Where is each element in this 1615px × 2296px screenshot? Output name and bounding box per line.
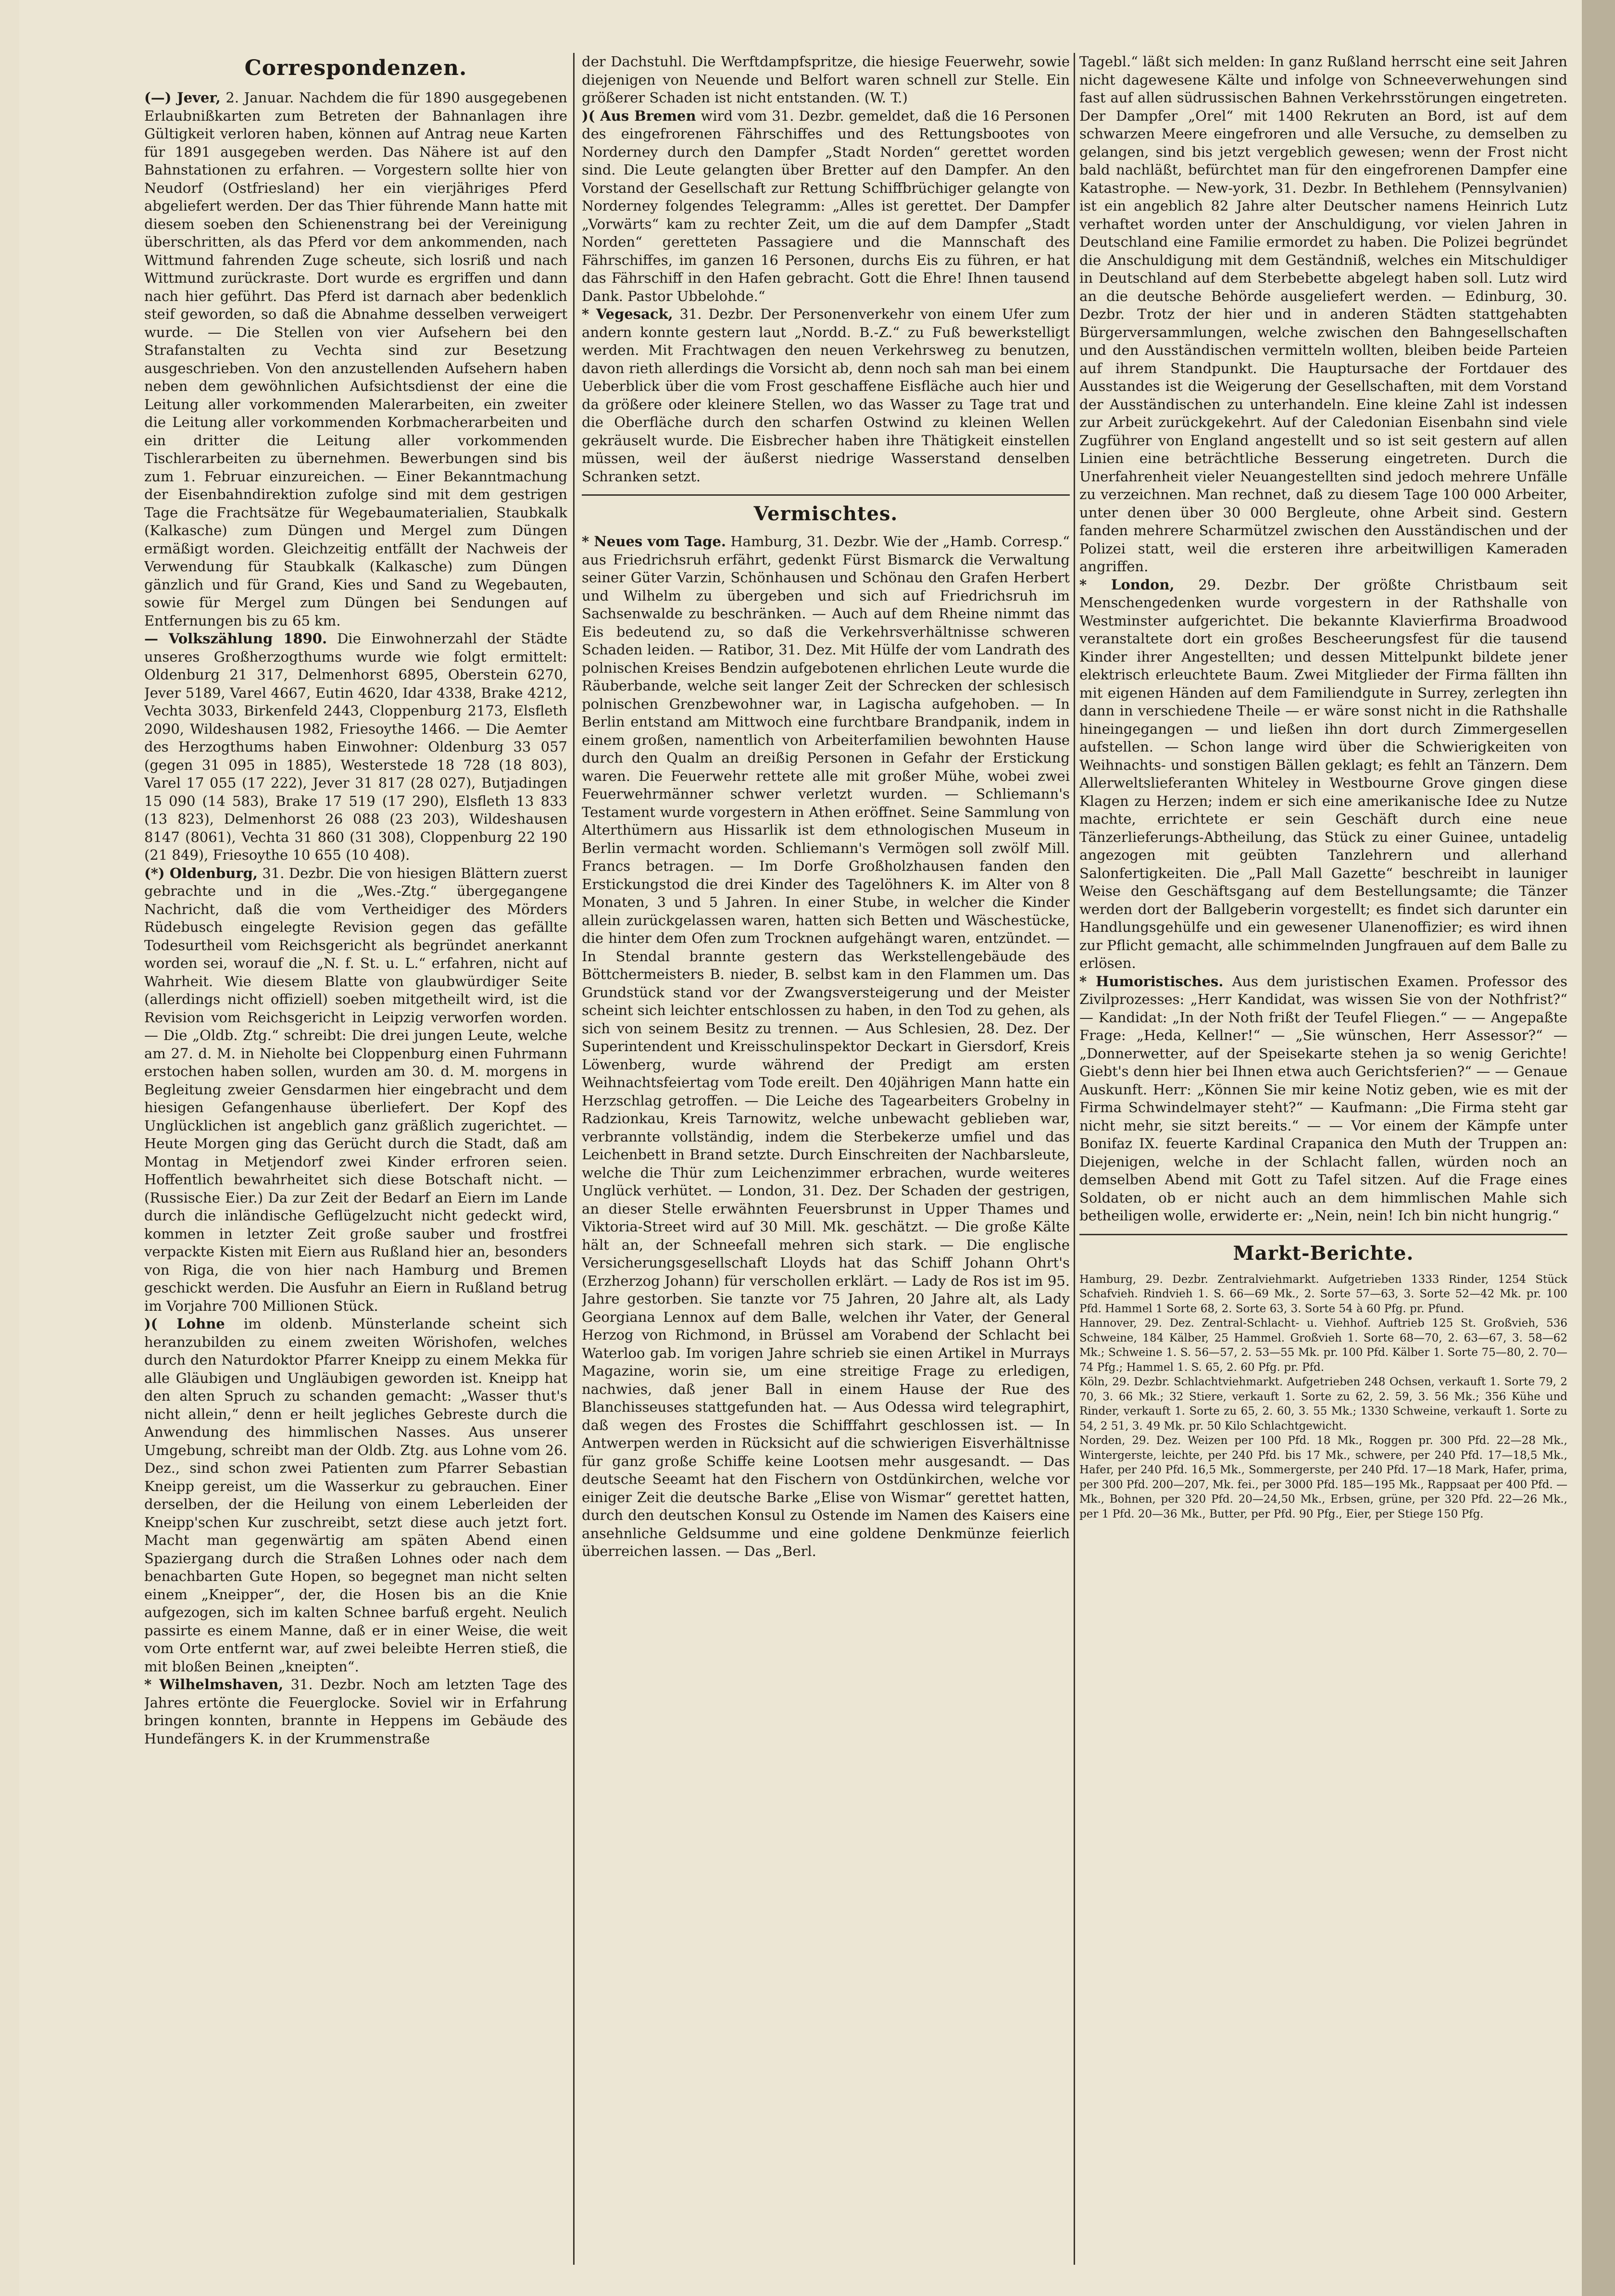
article — [582, 107, 1070, 306]
article-dateline: * Neues vom Tage. — [582, 533, 726, 550]
column-3 — [1079, 53, 1567, 2255]
article — [1079, 973, 1567, 1225]
article-dateline: * Vegesack, — [582, 306, 673, 322]
article-text: Tagebl.“ läßt sich melden: In ganz Rußland herrscht eine seit Jahren nicht dagewesene Kälte und infolge von Schneeverwehungen sind fast auf allen südrussischen Bahnen Verkehrsstörungen eingetreten. Der Dampfer „Orel“ mit 1400 Rekruten an Bord, ist auf dem schwarzen Meere eingefroren und alle Versuche, zu demselben zu gelangen, sind bis jetzt vergeblich gewesen; wenn der Frost nicht bald nachläßt, befürchtet man für den eingefrorenen Dampfer eine Katastrophe. — New-york, 31. Dezbr. In Bethlehem (Pennsylvanien) ist ein angeblich 82 Jahre alter Deutscher namens Heinrich Lutz verhaftet worden unter der Anschuldigung, vor vielen Jahren in Deutschland eine Familie ermordet zu haben. Die Polizei begründet die Anschuldigung mit dem Geständniß, welches ein Mitschuldiger in Deutschland auf dem Sterbebette abgelegt haben soll. Lutz wird an die deutsche Behörde ausgeliefert werden. — Edinburg, 30. Dezbr. Trotz der hier und in anderen Städten stattgehabten Bürgerversammlungen, welche zwischen den Bahngesellschaften und den Ausständischen vermitteln wollten, bleiben beide Parteien auf ihrem Standpunkt. Die Hauptursache der Fortdauer des Ausstandes ist die Weigerung der Gesellschaften, mit dem Vorstand der Ausständischen zu unterhandeln. Eine kleine Zahl ist indessen zur Arbeit zurückgekehrt. Auf der Caledonian Eisenbahn sind viele Zugführer von England angestellt und so ist seit gestern auf allen Linien eine beträchtliche Besserung eingetreten. Durch die Unerfahrenheit vieler Neuangestellten sind jedoch mehrere Unfälle zu verzeichnen. Man rechnet, daß zu diesem Tage 100 000 Arbeiter, unter denen über 30 000 Bergleute, ohne Arbeit sind. Gestern fanden mehrere Scharmützel zwischen den Ausständischen und der Polizei statt, weil die ersteren ihre arbeitwilligen Kameraden angriffen. — [1079, 53, 1567, 575]
market-list — [1079, 1272, 1567, 1522]
market-report — [1079, 1433, 1567, 1521]
article-dateline: (*) Oldenburg, — [144, 865, 258, 881]
article-text: 31. Dezbr. Noch am letzten Tage des Jahres ertönte die Feuerglocke. Soviel wir in Erfahrung bringen konnten, brannte in Heppens im Gebäude des Hundefängers K. in der Krummenstraße — [144, 1676, 567, 1747]
article-text: Hamburg, 31. Dezbr. Wie der „Hamb. Corresp.“ aus Friedrichsruh erfährt, gedenkt Fürst Bismarck die Verwaltung seiner Güter Varzin, Schönhausen und Schönau den Grafen Herbert und Wilhelm zu übergeben und sich auf Friedrichsruh im Sachsenwalde zu beschränken. — Auch auf dem Rheine nimmt das Eis bedeutend zu, so daß die Verkehrsverhältnisse schweren Schaden leiden. — Ratibor, 31. Dez. Mit Hülfe der vom Landrath des polnischen Kreises Bendzin aufgebotenen ehrlichen Leute wurde die Räuberbande, welche seit langer Zeit der Schrecken der schlesisch polnischen Grenzbewohner war, in Lagischa aufgehoben. — In Berlin entstand am Mittwoch eine furchtbare Brandpanik, indem in einem großen, namentlich von Arbeiterfamilien bewohnten Hause durch den Qualm an dreißig Personen in Gefahr der Erstickung waren. Die Feuerwehr rettete alle mit großer Mühe, wobei zwei Feuerwehrmänner schwer verletzt wurden. — Schliemann's Testament wurde vorgestern in Athen eröffnet. Seine Sammlung von Alterthümern aus Hissarlik ist dem ethnologischen Museum in Berlin vermacht worden. Schliemann's Vermögen soll zwölf Mill. Francs betragen. — Im Dorfe Großholzhausen fanden den Erstickungstod die drei Kinder des Tagelöhners K. im Alter von 8 Monaten, 3 und 5 Jahren. In einer Stube, in welcher die Kinder allein zurückgelassen waren, hatten sich Betten und Wäschestücke, die hinter dem Ofen zum Trocknen aufgehängt waren, entzündet. — In Stendal brannte gestern das Werkstellengebäude des Böttchermeisters B. nieder, B. selbst kam in den Flammen um. Das Grundstück stand vor der Zwangsversteigerung und der Meister scheint sich leichter entschlossen zu haben, in den Tod zu gehen, als sich von seinem Besitz zu trennen. — Aus Schlesien, 28. Dez. Der Superintendent und Kreisschulinspektor Deckart in Giersdorf, Kreis Löwenberg, wurde während der Predigt am ersten Weihnachtsfeiertag vom Tode ereilt. Den 40jährigen Mann hatte ein Herzschlag getroffen. — Die Leiche des Tagearbeiters Grobelny in Radzionkau, Kreis Tarnowitz, welche unbewacht geblieben war, verbrannte vollständig, indem die Sterbekerze umfiel und das Leichenbett in Brand setzte. Durch Einschreiten der Nachbarsleute, welche die Thür zum Leichenzimmer erbrachen, wurde weiteres Unglück verhütet. — London, 31. Dez. Der Schaden der gestrigen, an dieser Stelle erwähnten Feuersbrunst in Upper Thames und Viktoria-Street wird auf 30 Mill. Mk. geschätzt. — Die große Kälte hält an, der Schneefall mehren sich stark. — Die englische Versicherungsgesellschaft Lloyds hat das Schiff Johann Ohrt's (Erzherzog Johann) für verschollen erklärt. — Lady de Ros ist im 95. Jahre gestorben. Sie tanzte vor 75 Jahren, 20 Jahre alt, als Lady Georgiana Lennox auf dem Balle, welchen ihr Vater, der General Herzog von Richmond, in Brüssel am Vorabend der Schlacht bei Waterloo gab. Im vorigen Jahre schrieb sie einen Artikel in Murrays Magazine, worin sie, um eine streitige Frage zu erledigen, nachwies, daß jener Ball in einem Hause der Rue des Blanchisseuses stattgefunden hat. — Aus Odessa wird telegraphirt, daß wegen des Frostes die Schifffahrt geschlossen ist. — In Antwerpen werden in Rücksicht auf die schwierigen Eisverhältnisse für ganz große Schiffe keine Lootsen mehr ausgesandt. — Das deutsche Seeamt hat den Fischern von Ostdünkirchen, welche vor einiger Zeit die deutsche Barke „Elise von Wismar“ gerettet hatten, durch den deutschen Konsul zu Ostende im Namen des Kaisers eine ansehnliche Geldsumme und eine goldene Denkmünze feierlich überreichen lassen. — Das „Berl. — [582, 533, 1070, 1559]
article-text: 29. Dezbr. Der größte Christbaum seit Menschengedenken wurde vorgestern in der Rathshalle von Westminster aufgerichtet. Die bekannte Klavierfirma Broadwood veranstaltete dort ein großes Bescheerungsfest für die tausend Kinder ihrer Angestellten; und dessen Mittelpunkt bildete jener elektrisch erleuchtete Baum. Zwei Mitglieder der Firma fällten ihn mit eigenen Händen auf dem Familiendgute in Surrey, zerlegten ihn dann in verschiedene Theile — er wäre sonst nicht in die Rathshalle hineingegangen — und ließen ihn dort durch Zimmergesellen aufstellen. — Schon lange wird über die Schwierigkeiten von Weihnachts- und sonstigen Bällen geklagt; es fehlt an Tänzern. Dem Allerweltslieferanten Whiteley in Westbourne Grove gingen diese Klagen zu Herzen; indem er sich eine amerikanische Idee zu Nutze machte, errichtete er sein Geschäft durch eine neue Tänzerlieferungs-Abtheilung, das Stück zu einer Guinee, untadelig angezogen mit geübten Tanzlehrern und allerhand Salonfertigkeiten. Die „Pall Mall Gazette“ beschreibt in launiger Weise den Geschäftsgang auf dem Bestellungsamte; die Tänzer werden dort der Ballgeberin vorgestellt; es findet sich darunter ein Handlungsgehülfe und ein gewesener Ulanenoffizier; es wird ihnen zur Pflicht gemacht, alle schimmelnden Jungfrauen auf dem Balle zu erlösen. — [1079, 576, 1567, 971]
market-report — [1079, 1375, 1567, 1433]
article — [582, 53, 1070, 107]
section-title-market: Markt-Berichte. — [1233, 1242, 1414, 1265]
article — [1079, 53, 1567, 576]
article-text: 31. Dezbr. Der Personenverkehr von einem Ufer zum andern konnte gestern laut „Nordd. B.-Z.“ zu Fuß bewerkstelligt werden. Mit Frachtwagen den neuen Verkehrsweg zu benutzen, davon rieth allerdings die Vorsicht ab, denn noch sah man bei einem Ueberblick über die vom Frost geschaffene Eisfläche auch hier und da größere oder kleinere Stellen, wo das Wasser zu Tage trat und die Oberfläche durch den scharfen Ostwind zu kleinen Wellen gekräuselt wurde. Die Eisbrecher haben ihre Thätigkeit einstellen müssen, weil der äußerst niedrige Wasserstand denselben Schranken setzt. — [582, 306, 1070, 485]
section-divider — [1079, 1234, 1567, 1235]
article — [1079, 576, 1567, 973]
article-text: Köln, 29. Dezbr. Schlachtviehmarkt. Aufgetrieben 248 Ochsen, verkauft 1. Sorte 79, 2 70, 3. 66 Mk.; 32 Stiere, verkauft 1. Sorte zu 62, 2. 59, 3. 56 Mk.; 356 Kühe und Rinder, verkauft 1. Sorte zu 65, 2. 60, 3. 55 Mk.; 1330 Schweine, verkauft 1. Sorte zu 54, 2 51, 3. 49 Mk. pr. 50 Kilo Schlachtgewicht. — [1079, 1376, 1567, 1432]
column-2 — [582, 53, 1070, 2255]
article-list — [582, 53, 1070, 486]
article-text: im oldenb. Münsterlande scheint sich heranzubilden zu einem zweiten Wörishofen, welches durch den Naturdoktor Pfarrer Kneipp zu einem Mekka für alle Gläubigen und Ungläubigen geworden ist. Kneipp hat den alten Spruch zu schanden gemacht: „Wasser thut's nicht allein,“ denn er heilt jegliches Gebreste durch die Anwendung des himmlischen Nasses. Aus unserer Umgebung, schreibt man der Oldb. Ztg. aus Lohne vom 26. Dez., sind schon zwei Patienten zum Pfarrer Sebastian Kneipp gereist, um die Wasserkur zu gebrauchen. Einer derselben, der die Heilung von einem Leberleiden der Kneipp'schen Kur zuschreibt, setzt diese auch jetzt fort. Macht man gegenwärtig am späten Abend einen Spaziergang durch die Straßen Lohnes oder nach dem benachbarten Gute Hopen, so begegnet man nicht selten einem „Kneipper“, der, die Hosen bis an die Knie aufgezogen, sich im kalten Schnee barfuß ergeht. Neulich passirte es einem Manne, daß er in einer Weise, die weit vom Orte entfernt war, auf zwei beleibte Herren stieß, die mit bloßen Beinen „kneipten“. — [144, 1316, 567, 1675]
article-text: Hamburg, 29. Dezbr. Zentralviehmarkt. Aufgetrieben 1333 Rinder, 1254 Stück Schafvieh. Rindvieh 1. S. 66—69 Mk., 2. Sorte 57—63, 3. Sorte 52—42 Mk. pr. 100 Pfd. Hammel 1 Sorte 68, 2. Sorte 63, 3. Sorte 54 à 60 Pfg. pr. Pfund. — [1079, 1273, 1567, 1315]
article-text: Aus dem juristischen Examen. Professor des Zivilprozesses: „Herr Kandidat, was wissen Sie von der Nothfrist?“ — Kandidat: „In der Noth frißt der Teufel Fliegen.“ — — Angepaßte Frage: „Heda, Kellner!“ — „Sie wünschen, Herr Assessor?“ — „Donnerwetter, auf der Speisekarte stehen ja so wenig Gerichte! Giebt's denn hier bei Ihnen etwa auch Gerichtsferien?“ — — Genaue Auskunft. Herr: „Können Sie mir keine Notiz geben, wie es mit der Firma Schwindelmayer steht?“ — Kaufmann: „Die Firma steht gar nicht mehr, sie sitzt bereits.“ — — Vor einem der Kämpfe unter Bonifaz IX. feuerte Kardinal Crapanica den Muth der Truppen an: Diejenigen, welche in der Schlacht fallen, würden noch an demselben Abend mit Gott zu Tafel sitzen. Auf die Frage eines Soldaten, ob er nicht auch an dem himmlischen Mahle sich betheiligen wolle, erwiderte er: „Nein, nein! Ich bin nicht hungrig.“ — [1079, 973, 1567, 1224]
article-text: Norden, 29. Dez. Weizen per 100 Pfd. 18 Mk., Roggen pr. 300 Pfd. 22—28 Mk., Wintergerste, leichte, per 240 Pfd. bis 17 Mk., schwere, per 240 Pfd. 17—18,5 Mk., Hafer, per 240 Pfd. 16,5 Mk., Sommergerste, per 240 Pfd. 17—18 Mark, Hafer, prima, per 300 Pfd. 200—207, Mk. fei., per 3000 Pfd. 185—195 Mk., Rappsaat per 400 Pfd. — Mk., Bohnen, per 320 Pfd. 20—24,50 Mk., Erbsen, grüne, per 320 Pfd. 22—26 Mk., per 1 Pfd. 20—36 Mk., Butter, per Pfd. 90 Pfg., Eier, per Stiege 150 Pfg. — [1079, 1434, 1567, 1520]
article-dateline: — Volkszählung 1890. — [144, 630, 327, 647]
article-text: 31. Dezbr. Die von hiesigen Blättern zuerst gebrachte und in die „Wes.-Ztg.“ übergegangene Nachricht, daß die vom Vertheidiger des Mörders Rüdebusch eingelegte Revision gegen das gefällte Todesurtheil vom Reichsgericht als begründet anerkannt worden sei, worauf die „N. f. St. u. L.“ erfahren, nicht auf Wahrheit. Wie diesem Blatte von glaubwürdiger Seite (allerdings nicht offiziell) soeben mitgetheilt wird, ist die Revision vom Reichsgericht in Leipzig verworfen worden. — Die „Oldb. Ztg.“ schreibt: Die drei jungen Leute, welche am 27. d. M. in Nieholte bei Cloppenburg einen Fuhrmann erstochen haben sollen, wurden am 30. d. M. morgens in Begleitung zweier Gensdarmen hier eingebracht und dem hiesigen Gefangenhause überliefert. Der Kopf des Unglücklichen ist angeblich ganz gräßlich zugerichtet. — Heute Morgen ging das Gerücht durch die Stadt, daß am Montag in Metjendorf zwei Kinder erfroren seien. Hoffentlich bewahrheitet sich diese Botschaft nicht. — (Russische Eier.) Da zur Zeit der Bedarf an Eiern im Lande durch die inländische Geflügelzucht nicht gedeckt wird, kommen in letzter Zeit große sauber und frostfrei verpackte Kisten mit Eiern aus Rußland hier an, besonders von Riga, die von hier nach Hamburg und Bremen geschickt werden. Die Ausfuhr an Eiern in Rußland betrug im Vorjahre 700 Millionen Stück. — [144, 865, 567, 1314]
article-list — [1079, 53, 1567, 1225]
article-text: wird vom 31. Dezbr. gemeldet, daß die 16 Personen des eingefrorenen Fährschiffes und des Rettungsbootes von Norderney durch den Dampfer „Stadt Norden“ gerettet worden sind. Die Leute gelangten über Bretter auf den Dampfer. An den Vorstand der Gesellschaft zur Rettung Schiffbrüchiger gelangte von Norderney folgendes Telegramm: „Alles ist gerettet. Der Dampfer „Vorwärts“ kam zu rechter Zeit, um die auf dem Dampfer „Stadt Norden“ geretteten Passagiere und die Mannschaft des Fährschiffes, im ganzen 16 Personen, durchs Eis zu führen, er hat das Fährschiff in den Hafen gebracht. Gott die Ehre! Ihnen tausend Dank. Pastor Ubbelohde.“ — [582, 107, 1070, 304]
column-1 — [144, 53, 567, 2255]
article-list — [582, 533, 1070, 1561]
article-dateline: )( Aus Bremen — [582, 107, 696, 124]
column-rule — [1074, 53, 1075, 2265]
article-text: Hannover, 29. Dez. Zentral-Schlacht- u. Viehhof. Auftrieb 125 St. Großvieh, 536 Schweine, 184 Kälber, 25 Hammel. Großvieh 1. Sorte 68—70, 2. 63—67, 3. 58—62 Mk.; Schweine 1. S. 56—57, 2. 53—55 Mk. pr. 100 Pfd. Kälber 1. Sorte 75—80, 2. 70—74 Pfg.; Hammel 1. S. 65, 2. 60 Pfg. pr. Pfd. — [1079, 1317, 1567, 1374]
article-dateline: * London, — [1079, 576, 1175, 593]
market-report — [1079, 1272, 1567, 1317]
article — [144, 1676, 567, 1748]
market-report — [1079, 1316, 1567, 1375]
page-edge — [1582, 0, 1615, 2296]
article-text: Die Einwohnerzahl der Städte unseres Großherzogthums wurde wie folgt ermittelt: Oldenburg 21 317, Delmenhorst 6895, Oberstein 6270, Jever 5189, Varel 4667, Eutin 4620, Idar 4338, Brake 4212, Vechta 3033, Birkenfeld 2443, Cloppenburg 2173, Elsfleth 2090, Wildeshausen 1982, Friesoythe 1466. — Die Aemter des Herzogthums haben Einwohner: Oldenburg 33 057 (gegen 31 095 in 1885), Westerstede 18 728 (18 803), Varel 17 055 (17 222), Jever 31 817 (28 027), Butjadingen 15 090 (14 583), Brake 17 519 (17 290), Elsfleth 13 833 (13 823), Delmenhorst 26 088 (23 203), Wildeshausen 8147 (8061), Vechta 31 860 (31 308), Cloppenburg 22 190 (21 849), Friesoythe 10 655 (10 408). — [144, 630, 567, 863]
article — [582, 533, 1070, 1561]
article — [144, 865, 567, 1316]
article — [582, 305, 1070, 486]
section-divider — [582, 494, 1070, 496]
article — [144, 89, 567, 630]
article — [144, 630, 567, 865]
column-rule — [573, 53, 575, 2265]
section-title-miscellaneous: Vermischtes. — [753, 502, 898, 525]
article-dateline: (—) Jever, — [144, 89, 221, 106]
section-title-correspondence: Correspondenzen. — [244, 56, 467, 80]
article — [144, 1315, 567, 1676]
article-dateline: )( Lohne — [144, 1316, 225, 1332]
article-dateline: * Humoristisches. — [1079, 973, 1224, 990]
article-text: 2. Januar. Nachdem die für 1890 ausgegebenen Erlaubnißkarten zum Betreten der Bahnanlagen ihre Gültigkeit verloren haben, können auf Antrag neue Karten für 1891 ausgegeben werden. Das Nähere ist auf den Bahnstationen zu erfahren. — Vorgestern sollte hier von Neudorf (Ostfriesland) her ein vierjähriges Pferd abgeliefert werden. Der das Thier führende Mann hatte mit diesem soeben den Schienenstrang bei der Vereinigung überschritten, als das Pferd vor dem ankommenden, nach Wittmund fahrenden Zuge scheute, sich losriß und nach Wittmund zurückraste. Dort wurde es ergriffen und dann nach hier geführt. Das Pferd ist darnach aber bedenklich steif geworden, so daß die Abnahme desselben verweigert wurde. — Die Stellen von vier Aufsehern bei den Strafanstalten zu Vechta sind zur Besetzung ausgeschrieben. Von den anzustellenden Aufsehern haben neben dem gewöhnlichen Aufsichtsdienst der eine die Leitung aller vorkommenden Malerarbeiten, ein zweiter die Leitung aller vorkommenden Korbmacherarbeiten und ein dritter die Leitung aller vorkommenden Tischlerarbeiten zu übernehmen. Bewerbungen sind bis zum 1. Februar einzureichen. — Einer Bekanntmachung der Eisenbahndirektion zufolge sind mit dem gestrigen Tage die Frachtsätze für Wegebaumaterialien, Staubkalk (Kalkasche) zum Düngen und Mergel zum Düngen ermäßigt worden. Gleichzeitig entfällt der Nachweis der Verwendung für Staubkalk (Kalkasche) zum Düngen gänzlich und für Grand, Kies und Sand zu Wegebauten, sowie für Mergel zum Düngen bei Sendungen auf Entfernungen bis zu 65 km. — [144, 89, 567, 629]
article-list — [144, 89, 567, 1748]
article-text: der Dachstuhl. Die Werftdampfspritze, die hiesige Feuerwehr, sowie diejenigen von Neuende und Belfort waren schnell zur Stelle. Ein größerer Schaden ist nicht entstanden. (W. T.) — [582, 53, 1070, 106]
article-dateline: * Wilhelmshaven, — [144, 1676, 284, 1693]
